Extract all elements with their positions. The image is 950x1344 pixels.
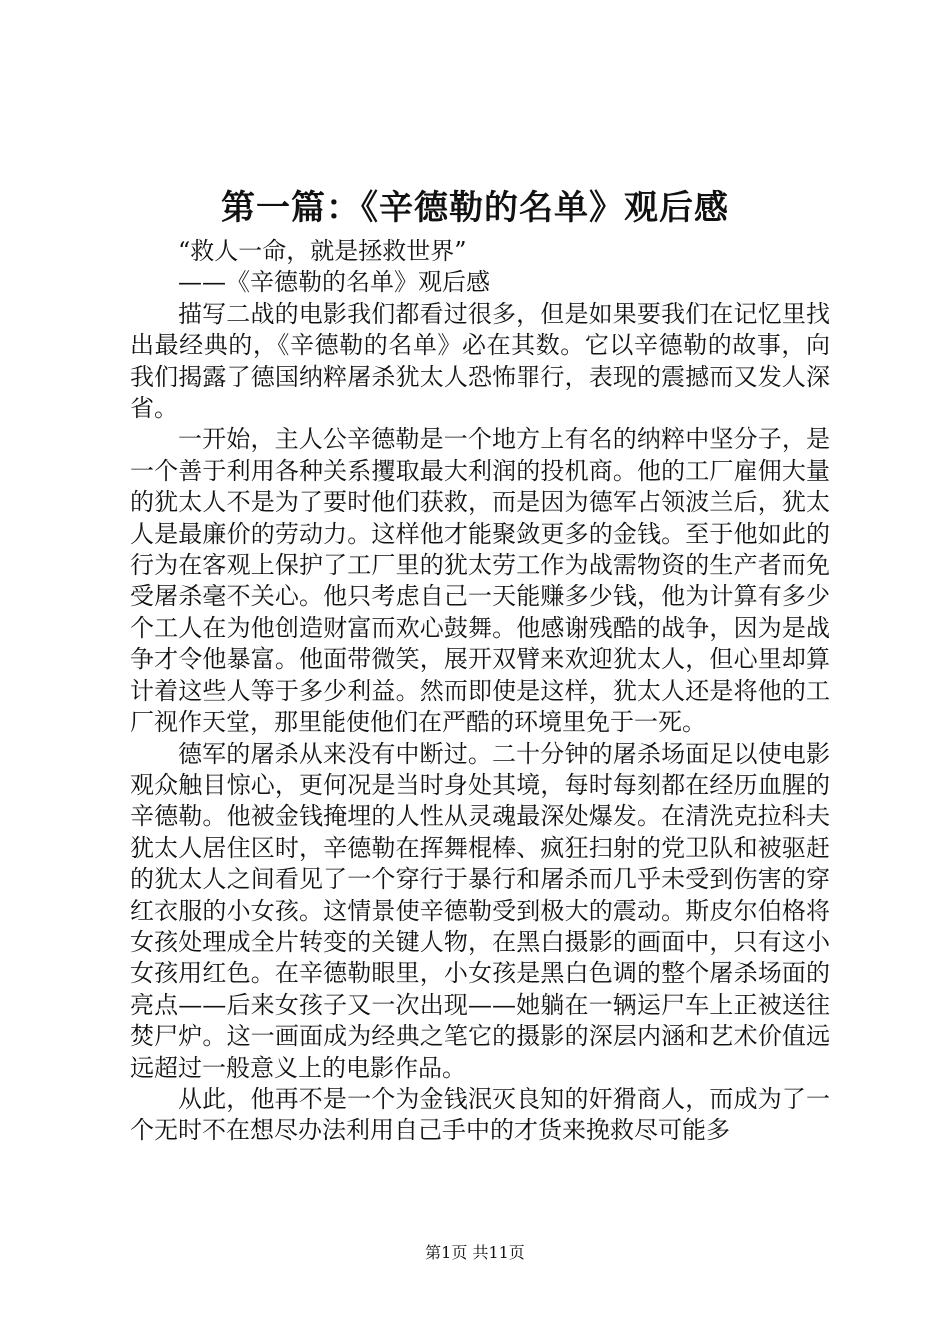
document-title: 第一篇：《辛德勒的名单》观后感: [221, 188, 729, 228]
subtitle-line: ——《辛德勒的名单》观后感: [178, 268, 490, 297]
quote-line: “救人一命，就是拯救世界”: [178, 237, 467, 265]
paragraph: 一开始，主人公辛德勒是一个地方上有名的纳粹中坚分子，是一个善于利用各种关系攫取最大利润的投机商。他的工厂雇佣大量的犹太人不是为了要时他们获救，而是因为德军占领波兰后，犹太人是最廉价的劳动力。这样他才能聚敛更多的金钱。至于他如此的行为在客观上保护了工厂里的犹太劳工作为战需物资的生产者而免受屠杀毫不关心。他只考虑自己一天能赚多少钱，他为计算有多少个工人在为他创造财富而欢心鼓舞。他感谢残酷的战争，因为是战争才令他暴富。他面带微笑，展开双臂来欢迎犹太人，但心里却算计着这些人等于多少利益。然而即使是这样，犹太人还是将他的工厂视作天堂，那里能使他们在严酷的环境里免于一死。: [130, 425, 830, 737]
paragraph: 描写二战的电影我们都看过很多，但是如果要我们在记忆里找出最经典的，《辛德勒的名单》必在其数。它以辛德勒的故事，向我们揭露了德国纳粹屠杀犹太人恐怖罪行，表现的震撼而又发人深省。: [130, 299, 830, 423]
paragraph: 德军的屠杀从来没有中断过。二十分钟的屠杀场面足以使电影观众触目惊心，更何况是当时身处其境，每时每刻都在经历血腥的辛德勒。他被金钱掩埋的人性从灵魂最深处爆发。在清洗克拉科夫犹太人居住区时，辛德勒在挥舞棍棒、疯狂扫射的党卫队和被驱赶的犹太人之间看见了一个穿行于暴行和屠杀而几乎未受到伤害的穿红衣服的小女孩。这情景使辛德勒受到极大的震动。斯皮尔伯格将女孩处理成全片转变的关键人物，在黑白摄影的画面中，只有这小女孩用红色。在辛德勒眼里，小女孩是黑白色调的整个屠杀场面的亮点——后来女孩子又一次出现——她躺在一辆运尸车上正被送往焚尸炉。这一画面成为经典之笔它的摄影的深层内涵和艺术价值远远超过一般意义上的电影作品。: [130, 739, 830, 1082]
page-number: 第1页 共11页: [425, 1243, 525, 1262]
paragraph: 从此，他再不是一个为金钱泯灭良知的奸猾商人，而成为了一个无时不在想尽办法利用自己手中的才货来挽救尽可能多: [130, 1084, 830, 1145]
document-body: [130, 236, 830, 1147]
